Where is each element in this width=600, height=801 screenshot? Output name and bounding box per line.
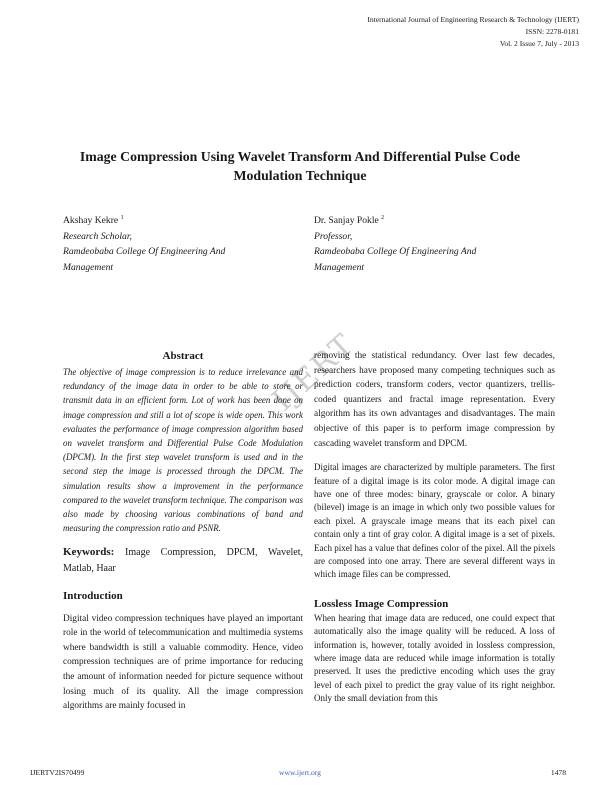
introduction-heading: Introduction	[63, 589, 123, 602]
introduction-text: Digital video compression techniques have played an important role in the world of telecommunication and multimedia systems where bandwidth is still a valuable commodity. Hence, video compression techniques are of prime importance for reducing the amount of information needed for picture sequence without losing much of its quality. All the image compression algorithms are mainly focused in	[63, 613, 303, 712]
journal-url-link[interactable]: www.ijert.org	[279, 768, 321, 777]
author-2	[314, 213, 476, 275]
keywords	[63, 545, 303, 576]
author-institution-line2: Management	[314, 261, 365, 273]
paper-title	[40, 148, 560, 185]
author-affil-number: 1	[120, 214, 124, 221]
right-paragraph-1: removing the statistical redundancy. Over last few decades, researchers have proposed many competing techniques such as prediction coders, transform coders, vector quantizers, trellis-coded quantizers and fractal image representation. Every algorithm has its own advantages and disadvantages. The main objective of this paper is to perform image compression by cascading wavelet transform and DPCM.	[314, 351, 555, 449]
author-name: Dr. Sanjay Pokle	[314, 215, 379, 226]
keywords-label: Keywords:	[63, 546, 115, 559]
author-role: Professor,	[314, 230, 353, 242]
author-institution-line1: Ramdeobaba College Of Engineering And	[314, 246, 477, 257]
right-paragraph-2: Digital images are characterized by multiple parameters. The first feature of a digital image is its color mode. A digital image can have one of three modes: binary, grayscale or color. A binary (bilevel) image is an image in which only two possible values for each pixel. A grayscale image means that its each pixel can contain only a tint of gray color. A digital image is a set of pixels. Each pixel has a value that defines color of the pixel. All the pixels are composed into one array. There are several different ways in which image files can be compressed.	[314, 462, 555, 580]
page-number: 1478	[550, 768, 566, 777]
lossless-heading: Lossless Image Compression	[314, 597, 449, 610]
volume-issue: Vol. 2 Issue 7, July - 2013	[499, 39, 579, 49]
abstract-text: The objective of image compression is to reduce irrelevance and redundancy of the image data in order to be able to store or transmit data in an efficient form. Lot of work has been done on image compression and still a lot of scope is wide open. This work evaluates the performance of image compression algorithm based on wavelet transform and Differential Pulse Code Modulation (DPCM). In the first step wavelet transform is used and in the second step the image is processed through the DPCM. The simulation results show a improvement in the performance compared to the wavelet transform technique. The comparison was also made by choosing various combinations of band and measuring the compression ratio and PSNR.	[63, 367, 303, 534]
paper-id: IJERTV2IS70499	[30, 768, 85, 777]
issn: ISSN: 2278-0181	[525, 27, 579, 37]
author-role: Research Scholar,	[63, 230, 132, 242]
lossless-text: When hearing that image data are reduced, one could expect that automatically also the image quality will be reduced. A loss of information is, however, totally avoided in lossless compression, where image data are reduced while image information is totally preserved. It uses the predictive encoding which uses the gray level of each pixel to predict the gray value of its right neighbor. Only the small deviation from this	[314, 612, 555, 704]
author-institution-line1: Ramdeobaba College Of Engineering And	[63, 246, 226, 257]
keywords-text: Image Compression, DPCM, Wavelet, Matlab, Haar	[63, 547, 304, 575]
title-line-2: Modulation Technique	[233, 167, 367, 183]
journal-name: International Journal of Engineering Research & Technology (IJERT)	[367, 15, 579, 24]
journal-header	[279, 14, 579, 51]
title-line-1: Image Compression Using Wavelet Transform And Differential Pulse Code	[79, 149, 521, 164]
ijert-watermark: IJERT	[265, 326, 363, 419]
author-name: Akshay Kekre	[63, 215, 119, 226]
right-column	[314, 349, 555, 706]
left-column	[63, 349, 303, 714]
author-1	[63, 213, 225, 275]
abstract-heading: Abstract	[162, 350, 204, 362]
author-institution-line2: Management	[63, 261, 114, 273]
author-affil-number: 2	[381, 214, 385, 221]
